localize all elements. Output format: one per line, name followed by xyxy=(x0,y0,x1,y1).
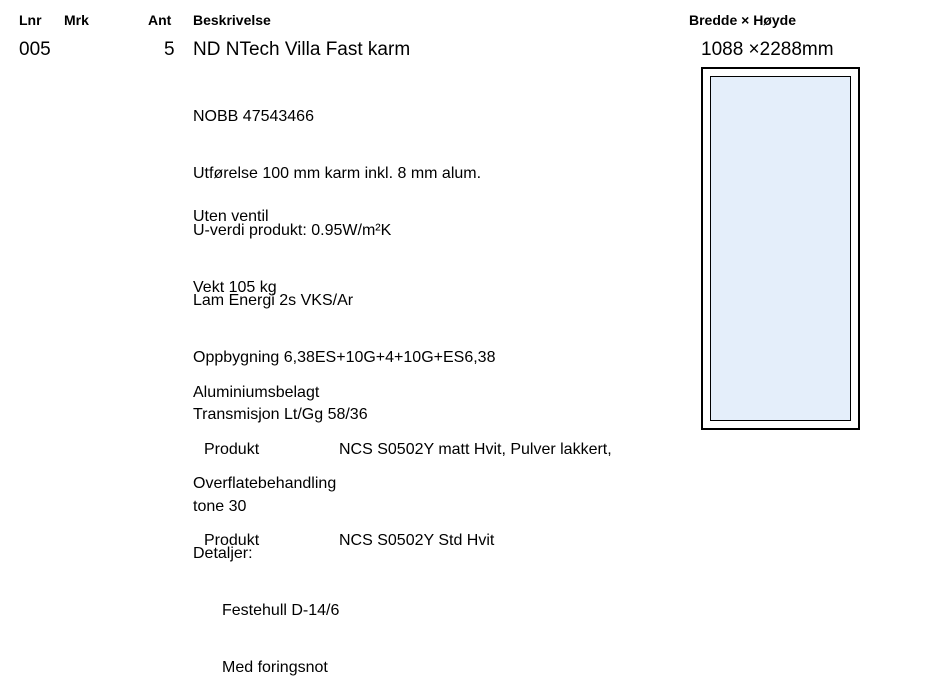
aluminium-product-label: Produkt xyxy=(204,441,260,458)
item-lnr: 005 xyxy=(19,39,51,60)
item-dimensions: 1088 ×2288mm xyxy=(701,39,834,60)
window-glass-pane xyxy=(710,76,851,421)
item-ant: 5 xyxy=(164,39,175,60)
spec-nobb: NOBB 47543466 xyxy=(193,108,314,125)
header-dimensions: Bredde × Høyde xyxy=(689,12,796,28)
item-title: ND NTech Villa Fast karm xyxy=(193,39,411,60)
aluminium-product-value: NCS S0502Y matt Hvit, Pulver lakkert, xyxy=(339,441,612,458)
detaljer-item: Med foringsnot xyxy=(222,659,328,676)
aluminium-continuation: tone 30 xyxy=(193,498,247,515)
overflate-heading: Overflatebehandling xyxy=(193,475,337,492)
detaljer-heading: Detaljer: xyxy=(193,545,253,562)
overflate-product-value: NCS S0502Y Std Hvit xyxy=(339,532,495,549)
detaljer-block xyxy=(193,506,339,696)
spec-vekt: Vekt 105 kg xyxy=(193,279,277,296)
detaljer-item: Festehull D-14/6 xyxy=(222,602,340,619)
spec-uverdi: U-verdi produkt: 0.95W/m²K xyxy=(193,222,392,239)
header-mrk: Mrk xyxy=(64,12,89,28)
ventil-line: Uten ventil xyxy=(193,208,269,225)
glass-transmisjon: Transmisjon Lt/Gg 58/36 xyxy=(193,406,368,423)
overflate-product-label: Produkt xyxy=(204,532,260,549)
header-ant: Ant xyxy=(148,12,172,28)
window-drawing xyxy=(701,67,860,430)
spec-utforelse: Utførelse 100 mm karm inkl. 8 mm alum. xyxy=(193,165,482,182)
glass-type: Lam Energi 2s VKS/Ar xyxy=(193,292,354,309)
aluminium-heading: Aluminiumsbelagt xyxy=(193,384,320,401)
glass-oppbygning: Oppbygning 6,38ES+10G+4+10G+ES6,38 xyxy=(193,349,496,366)
header-beskrivelse: Beskrivelse xyxy=(193,12,271,28)
header-lnr: Lnr xyxy=(19,12,42,28)
